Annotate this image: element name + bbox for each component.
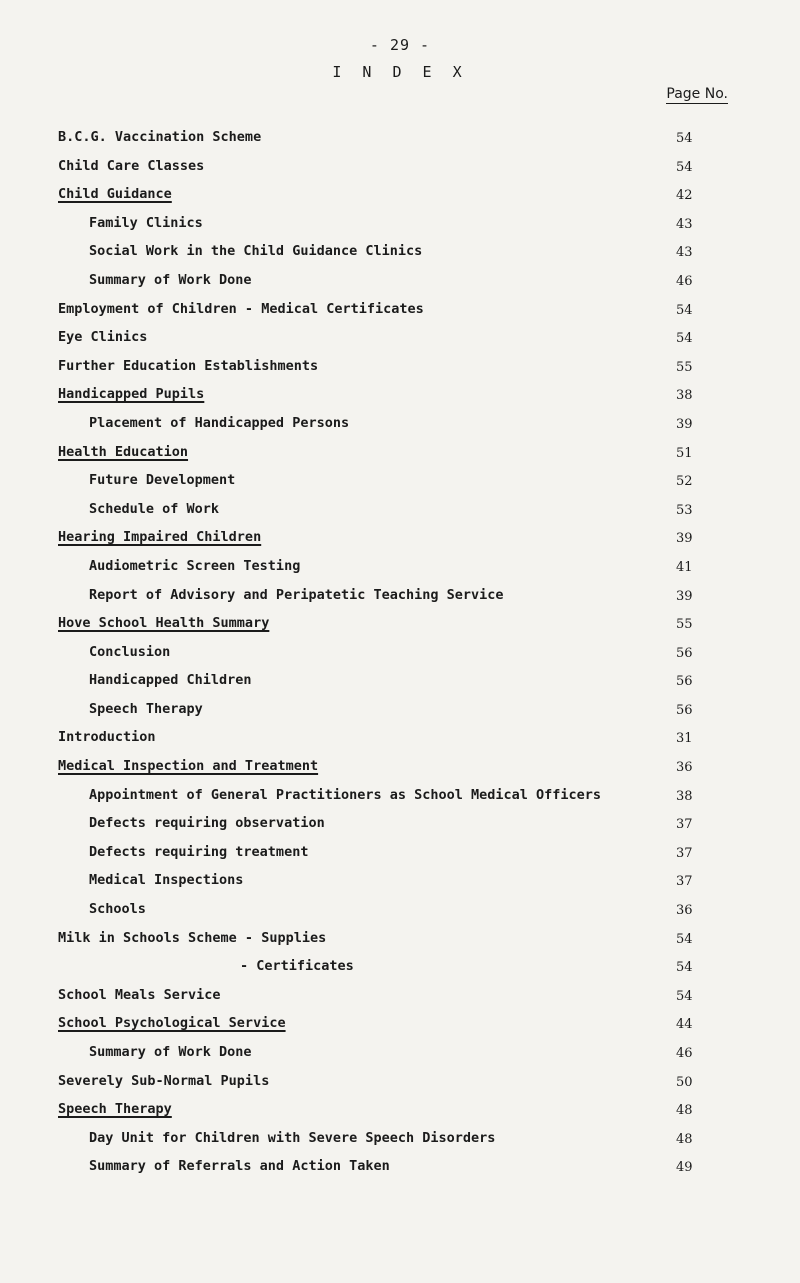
index-entry (0, 1043, 800, 1072)
index-entry (0, 128, 800, 157)
index-entry (0, 700, 800, 729)
index-entry (0, 1157, 800, 1186)
index-entry-label: Audiometric Screen Testing (89, 557, 301, 574)
index-entry-label: - Certificates (240, 958, 354, 975)
index-entry-label: Schedule of Work (89, 500, 220, 517)
index-entry-page: 53 (676, 502, 693, 518)
index-entry-page: 39 (676, 588, 693, 604)
index-entry-label: Summary of Work Done (89, 1044, 252, 1060)
index-entry (0, 786, 800, 815)
index-entry-page: 56 (676, 645, 693, 661)
index-entry-page: 50 (676, 1074, 693, 1090)
index-entry-label: Speech Therapy (89, 700, 203, 717)
index-entry-label: Schools (89, 901, 146, 918)
index-entry-label: B.C.G. Vaccination Scheme (58, 129, 262, 145)
index-entry-label: Handicapped Children (89, 672, 252, 689)
index-entry-page: 39 (676, 416, 693, 432)
index-entry-page: 56 (676, 674, 693, 690)
index-entry-page: 37 (676, 874, 693, 890)
index-entry-page: 41 (676, 559, 693, 575)
index-entry (0, 242, 800, 271)
index-entry (0, 328, 800, 357)
index-entry-label: Hove School Health Summary (58, 615, 270, 632)
index-entry (0, 1129, 800, 1158)
index-entry (0, 986, 800, 1015)
index-entry (0, 614, 800, 643)
index-entry-label: Handicapped Pupils (58, 386, 205, 403)
index-entry-label: Appointment of General Practitioners as School Medical Officers (89, 786, 602, 803)
index-entry (0, 385, 800, 414)
index-entries (0, 128, 800, 1186)
index-entry-page: 54 (676, 960, 693, 976)
index-entry (0, 443, 800, 472)
index-entry-label: Speech Therapy (58, 1101, 172, 1118)
index-entry-page: 54 (676, 159, 693, 175)
index-entry (0, 1100, 800, 1129)
index-entry-label: Medical Inspections (89, 872, 244, 889)
index-entry-label: Child Care Classes (58, 157, 205, 174)
index-entry-page: 43 (676, 216, 693, 232)
index-entry-label: Day Unit for Children with Severe Speech Disorders (89, 1129, 496, 1146)
index-entry-label: Eye Clinics (58, 329, 148, 346)
index-entry-page: 55 (676, 617, 693, 633)
page-number: - 29 - (369, 36, 431, 54)
index-entry-label: Defects requiring observation (89, 815, 325, 832)
index-entry-label: Health Education (58, 443, 189, 460)
index-entry (0, 671, 800, 700)
index-entry-page: 36 (676, 760, 693, 776)
index-entry (0, 929, 800, 958)
index-title: I N D E X (332, 63, 468, 81)
index-entry-page: 42 (676, 188, 693, 204)
index-entry-page: 54 (676, 131, 693, 146)
page-column-header: Page No. (666, 86, 728, 102)
index-entry (0, 757, 800, 786)
index-entry-label: Severely Sub-Normal Pupils (58, 1072, 270, 1089)
index-entry (0, 871, 800, 900)
index-entry (0, 157, 800, 186)
index-entry-page: 52 (676, 474, 693, 490)
index-entry (0, 643, 800, 672)
index-entry-label: Social Work in the Child Guidance Clinics (89, 243, 423, 260)
index-entry-page: 46 (676, 1046, 693, 1061)
index-entry (0, 271, 800, 300)
index-entry (0, 414, 800, 443)
index-entry-label: School Psychological Service (58, 1015, 286, 1032)
index-entry-page: 43 (676, 245, 693, 261)
index-entry-page: 51 (676, 445, 693, 461)
index-entry-page: 54 (676, 988, 693, 1004)
index-entry (0, 843, 800, 872)
index-entry-page: 37 (676, 845, 693, 861)
index-entry-label: Further Education Establishments (58, 357, 319, 374)
index-entry-page: 56 (676, 702, 693, 718)
index-entry-label: Hearing Impaired Children (58, 529, 262, 546)
index-entry-label: School Meals Service (58, 986, 221, 1003)
index-entry-label: Milk in Schools Scheme - Supplies (58, 929, 327, 946)
index-entry-page: 39 (676, 531, 693, 547)
index-entry-label: Defects requiring treatment (89, 843, 309, 860)
index-entry-label: Summary of Work Done (89, 271, 252, 288)
index-entry-page: 31 (676, 731, 693, 747)
index-entry-page: 54 (676, 931, 693, 947)
index-entry-label: Family Clinics (89, 214, 203, 231)
index-entry (0, 900, 800, 929)
index-entry (0, 1072, 800, 1101)
index-entry (0, 814, 800, 843)
index-entry (0, 185, 800, 214)
index-entry (0, 471, 800, 500)
index-entry (0, 500, 800, 529)
index-entry-page: 49 (676, 1160, 693, 1176)
index-entry (0, 357, 800, 386)
index-entry (0, 300, 800, 329)
index-entry (0, 214, 800, 243)
index-entry-page: 48 (676, 1103, 693, 1119)
index-entry-label: Future Development (89, 472, 236, 489)
index-entry-label: Medical Inspection and Treatment (58, 758, 319, 775)
index-entry-label: Conclusion (89, 643, 171, 660)
index-entry-label: Child Guidance (58, 186, 172, 203)
index-entry-page: 38 (676, 788, 693, 804)
index-entry-page: 54 (676, 302, 693, 318)
index-entry (0, 957, 800, 986)
index-entry-page: 55 (676, 359, 693, 375)
index-entry-page: 54 (676, 331, 693, 347)
index-entry (0, 557, 800, 586)
index-entry-page: 44 (676, 1017, 693, 1033)
index-entry-label: Summary of Referrals and Action Taken (89, 1158, 390, 1175)
index-entry (0, 1014, 800, 1043)
index-entry (0, 586, 800, 615)
index-entry (0, 528, 800, 557)
index-entry-page: 46 (676, 273, 693, 289)
index-entry-page: 38 (676, 388, 693, 404)
index-entry-label: Placement of Handicapped Persons (89, 414, 350, 431)
index-entry-page: 37 (676, 817, 693, 833)
index-entry-label: Introduction (58, 729, 156, 746)
index-entry-page: 48 (676, 1131, 693, 1147)
index-entry-label: Employment of Children - Medical Certificates (58, 300, 424, 317)
index-entry-label: Report of Advisory and Peripatetic Teaching Service (89, 586, 504, 603)
index-entry (0, 728, 800, 757)
index-entry-page: 36 (676, 903, 693, 919)
